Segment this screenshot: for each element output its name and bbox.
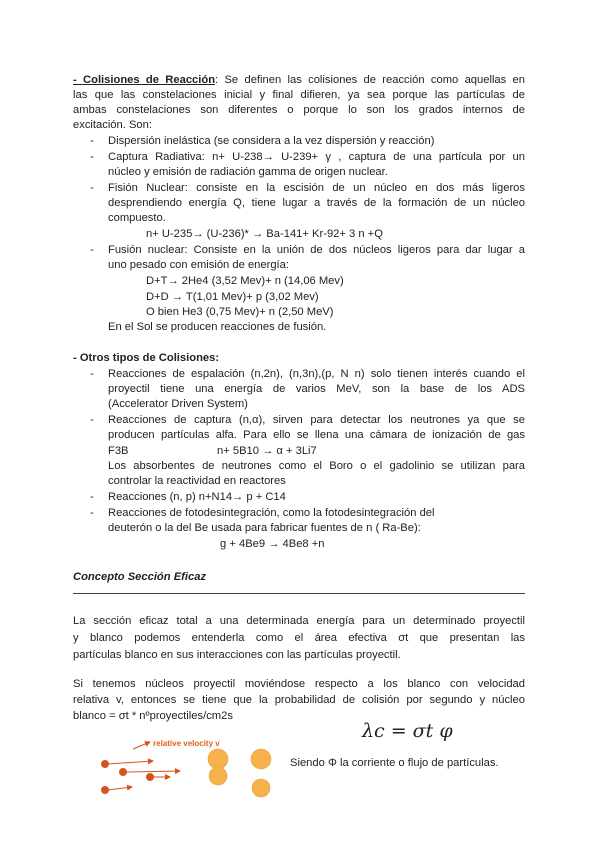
list-item: Reacciones de espalación (n,2n), (n,3n),(p, N n) solo tienen interés cuando el — [108, 368, 525, 380]
reaction-collisions-paragraph-line-1: - Colisiones de Reacción: Se definen las colisiones de reacción como aquellas en — [73, 74, 526, 86]
reaction-collisions-heading: - Colisiones de Reacción — [73, 74, 216, 86]
projectile-particle — [101, 760, 109, 768]
figure-label: relative velocity v — [153, 739, 220, 748]
paragraph-line: excitación. Son: — [73, 119, 152, 131]
relative-velocity-figure — [95, 733, 275, 803]
capture-equation: n+ 5B10 → α + 3Li7 — [217, 445, 317, 457]
target-nucleus — [209, 767, 227, 785]
cross-section-heading: Concepto Sección Eficaz — [73, 571, 207, 583]
list-item: Reacciones de fotodesintegración, como la fotodesintegración del — [108, 507, 435, 519]
target-nucleus — [251, 749, 271, 769]
paragraph-line: blanco = σt * nºproyectiles/cm2s — [73, 710, 233, 722]
paragraph-line: relativa v, entonces se tiene que la probabilidad de colisión por segundo y núcleo — [73, 694, 525, 706]
list-item-continuation: (Accelerator Driven System) — [108, 398, 248, 410]
figure-caption: Siendo Φ la corriente o flujo de partículas. — [290, 757, 499, 769]
paragraph-line: Si tenemos núcleos proyectil moviéndose respecto a los blanco con velocidad — [73, 678, 525, 690]
fusion-equation: D+T→ 2He4 (3,52 Mev)+ n (14,06 Mev) — [146, 275, 344, 287]
projectile-arrow — [125, 771, 180, 772]
velocity-arrow — [133, 742, 150, 749]
projectile-arrow — [107, 787, 132, 790]
fusion-note: En el Sol se producen reacciones de fusión. — [108, 321, 327, 333]
paragraph-line: las que las constelaciones inicial y final difieren, ya sea porque las partículas de — [73, 89, 525, 101]
list-item-continuation: uno pesado con emisión de energía: — [108, 259, 289, 271]
projectile-particle — [119, 768, 127, 776]
projectile-particle — [101, 786, 109, 794]
fusion-equation: O bien He3 (0,75 Mev)+ n (2,50 MeV) — [146, 306, 334, 318]
target-nucleus — [208, 749, 228, 769]
list-item-continuation: controlar la reactividad en reactores — [108, 475, 286, 487]
projectile-arrow — [107, 761, 153, 764]
paragraph-line: partículas blanco en sus interacciones con las partículas proyectil. — [73, 649, 401, 661]
section-divider — [73, 593, 525, 594]
list-item-continuation: desprendiendo energía Q, tiene lugar a través de la formación de un núcleo — [108, 197, 525, 209]
bullet-dash: - — [90, 151, 94, 163]
other-collisions-heading: - Otros tipos de Colisiones: — [73, 352, 220, 364]
list-item-continuation: producen partículas alfa. Para ello se llena una cámara de ionización de gas — [108, 429, 525, 441]
list-item: Reacciones (n, p) n+N14→ p + C14 — [108, 491, 286, 503]
bullet-dash: - — [90, 135, 94, 147]
target-nucleus — [252, 779, 270, 797]
bullet-dash: - — [90, 414, 94, 426]
list-item: Fisión Nuclear: consiste en la escisión de un núcleo en dos más ligeros — [108, 182, 525, 194]
list-item: Captura Radiativa: n+ U-238→ U-239+ γ , captura de una partícula por un — [108, 151, 525, 163]
gas-label: F3B — [108, 445, 129, 457]
list-item-continuation: núcleo y emisión de radiación gamma de origen nuclear. — [108, 166, 388, 178]
fission-equation: n+ U-235→ (U-236)* → Ba-141+ Kr-92+ 3 n +Q — [146, 228, 383, 240]
photodisintegration-equation: g + 4Be9 → 4Be8 +n — [220, 538, 325, 550]
bullet-dash: - — [90, 182, 94, 194]
projectile-particle — [146, 773, 154, 781]
fusion-equation: D+D → T(1,01 Mev)+ p (3,02 Mev) — [146, 291, 319, 303]
paragraph-line: y blanco podemos entenderla como el área efectiva σt que presentan las — [73, 632, 525, 644]
collision-rate-formula: λc = σt φ — [362, 720, 453, 742]
paragraph-line: La sección eficaz total a una determinada energía para un determinado proyectil — [73, 615, 525, 627]
list-item-continuation: deuterón o la del Be usada para fabricar fuentes de n ( Ra-Be): — [108, 522, 421, 534]
list-item-continuation: compuesto. — [108, 212, 166, 224]
list-item-continuation: Los absorbentes de neutrones como el Boro o el gadolinio se utilizan para — [108, 460, 525, 472]
bullet-dash: - — [90, 491, 94, 503]
bullet-dash: - — [90, 507, 94, 519]
list-item: Reacciones de captura (n,α), sirven para detectar los neutrones ya que se — [108, 414, 525, 426]
bullet-dash: - — [90, 244, 94, 256]
paragraph-line: ambas constelaciones son diferentes o porque lo son los grados internos de — [73, 104, 525, 116]
list-item-continuation: proyectil tiene una energía de varios MeV, son la base de los ADS — [108, 383, 525, 395]
list-item: Fusión nuclear: Consiste en la unión de dos núcleos ligeros para dar lugar a — [108, 244, 525, 256]
bullet-dash: - — [90, 368, 94, 380]
list-item: Dispersión inelástica (se considera a la vez dispersión y reacción) — [108, 135, 435, 147]
